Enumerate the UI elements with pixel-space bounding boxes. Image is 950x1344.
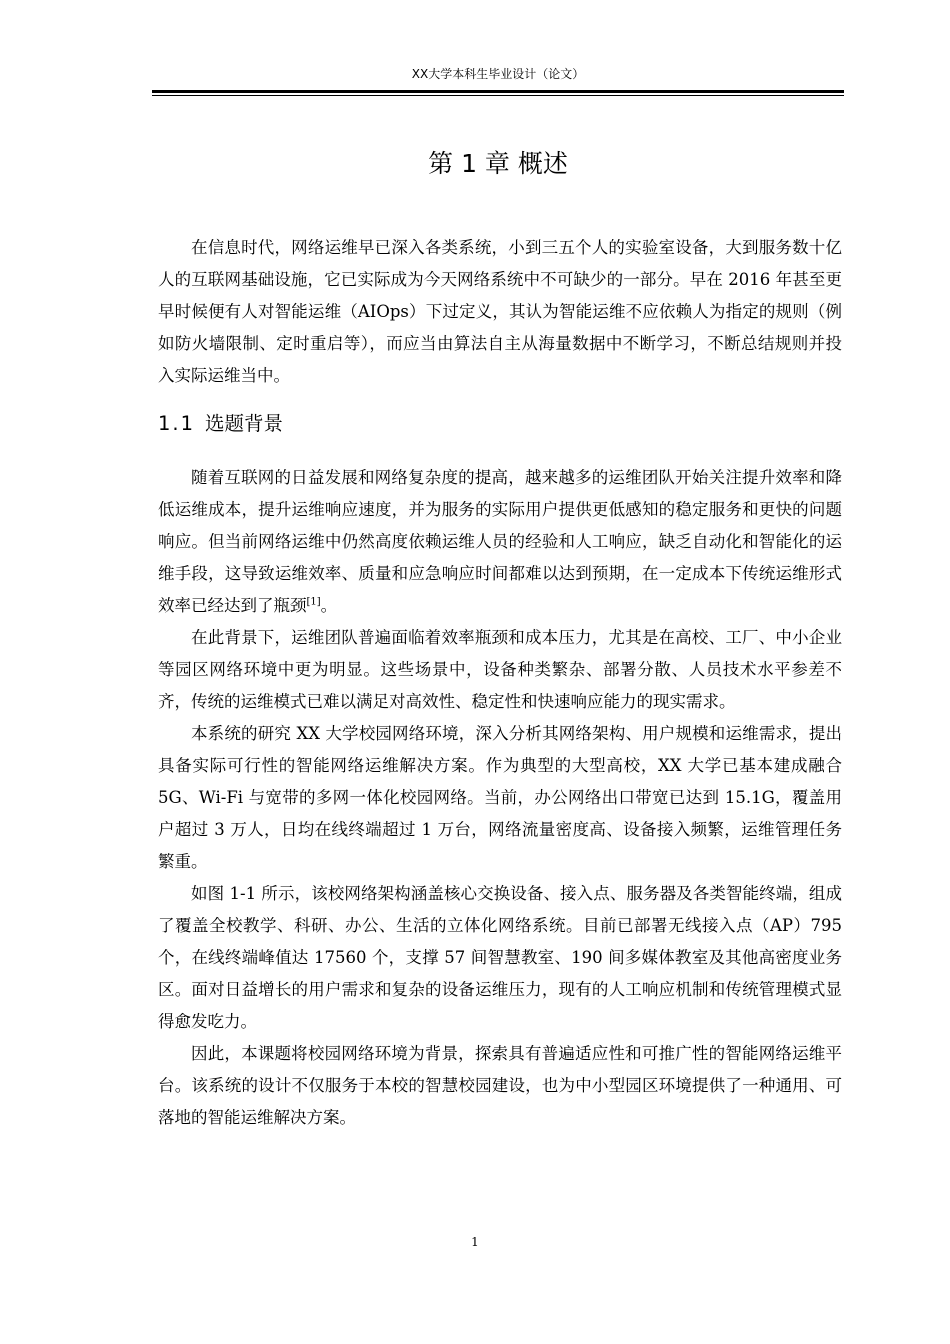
- citation-link[interactable]: [1]: [306, 596, 321, 608]
- page-number: 1: [471, 1235, 479, 1249]
- section-body: [158, 462, 842, 1134]
- body-paragraph: [158, 462, 842, 622]
- section-heading: [158, 407, 842, 441]
- paragraph-end: 。: [320, 596, 338, 615]
- header-rule-thin: [152, 95, 844, 96]
- header-rule-thick: [152, 90, 844, 93]
- section-number: 1.1: [158, 412, 196, 435]
- paragraph-text: 随着互联网的日益发展和网络复杂度的提高，越来越多的运维团队开始关注提升效率和降低运维成本，提升运维响应速度，并为服务的实际用户提供更低感知的稳定服务和更快的问题响应。但当前网络运维中仍然高度依赖运维人员的经验和人工响应，缺乏自动化和智能化的运维手段，这导致运维效率、质量和应急响应时间都难以达到预期，在一定成本下传统运维形式效率已经达到了瓶颈: [158, 468, 842, 615]
- section-title: 选题背景: [205, 412, 284, 435]
- body-paragraph: 在此背景下，运维团队普遍面临着效率瓶颈和成本压力，尤其是在高校、工厂、中小企业等园区网络环境中更为明显。这些场景中，设备种类繁杂、部署分散、人员技术水平参差不齐，传统的运维模式已难以满足对高效性、稳定性和快速响应能力的现实需求。: [158, 628, 842, 711]
- chapter-title: 第 1 章 概述: [428, 149, 568, 178]
- body-paragraph: 本系统的研究 XX 大学校园网络环境，深入分析其网络架构、用户规模和运维需求，提出具备实际可行性的智能网络运维解决方案。作为典型的大型高校，XX 大学已基本建成融合 5G、Wi-Fi 与宽带的多网一体化校园网络。当前，办公网络出口带宽已达到 15.1G，覆盖用户超过 3 万人，日均在线终端超过 1 万台，网络流量密度高、设备接入频繁，运维管理任务繁重。: [158, 724, 842, 871]
- running-header: XX大学本科生毕业设计（论文）: [411, 67, 585, 81]
- intro-paragraph: 在信息时代，网络运维早已深入各类系统，小到三五个人的实验室设备，大到服务数十亿人的互联网基础设施，它已实际成为今天网络系统中不可缺少的一部分。早在 2016 年甚至更早时候便有人对智能运维（AIOps）下过定义，其认为智能运维不应依赖人为指定的规则（例如防火墙限制、定时重启等），而应当由算法自主从海量数据中不断学习，不断总结规则并投入实际运维当中。: [158, 238, 842, 385]
- body-paragraph: 如图 1-1 所示，该校网络架构涵盖核心交换设备、接入点、服务器及各类智能终端，组成了覆盖全校教学、科研、办公、生活的立体化网络系统。目前已部署无线接入点（AP）795 个，在线终端峰值达 17560 个，支撑 57 间智慧教室、190 间多媒体教室及其他高密度业务区。面对日益增长的用户需求和复杂的设备运维压力，现有的人工响应机制和传统管理模式显得愈发吃力。: [158, 884, 842, 1031]
- body-paragraph: 因此，本课题将校园网络环境为背景，探索具有普遍适应性和可推广性的智能网络运维平台。该系统的设计不仅服务于本校的智慧校园建设，也为中小型园区环境提供了一种通用、可落地的智能运维解决方案。: [158, 1044, 842, 1127]
